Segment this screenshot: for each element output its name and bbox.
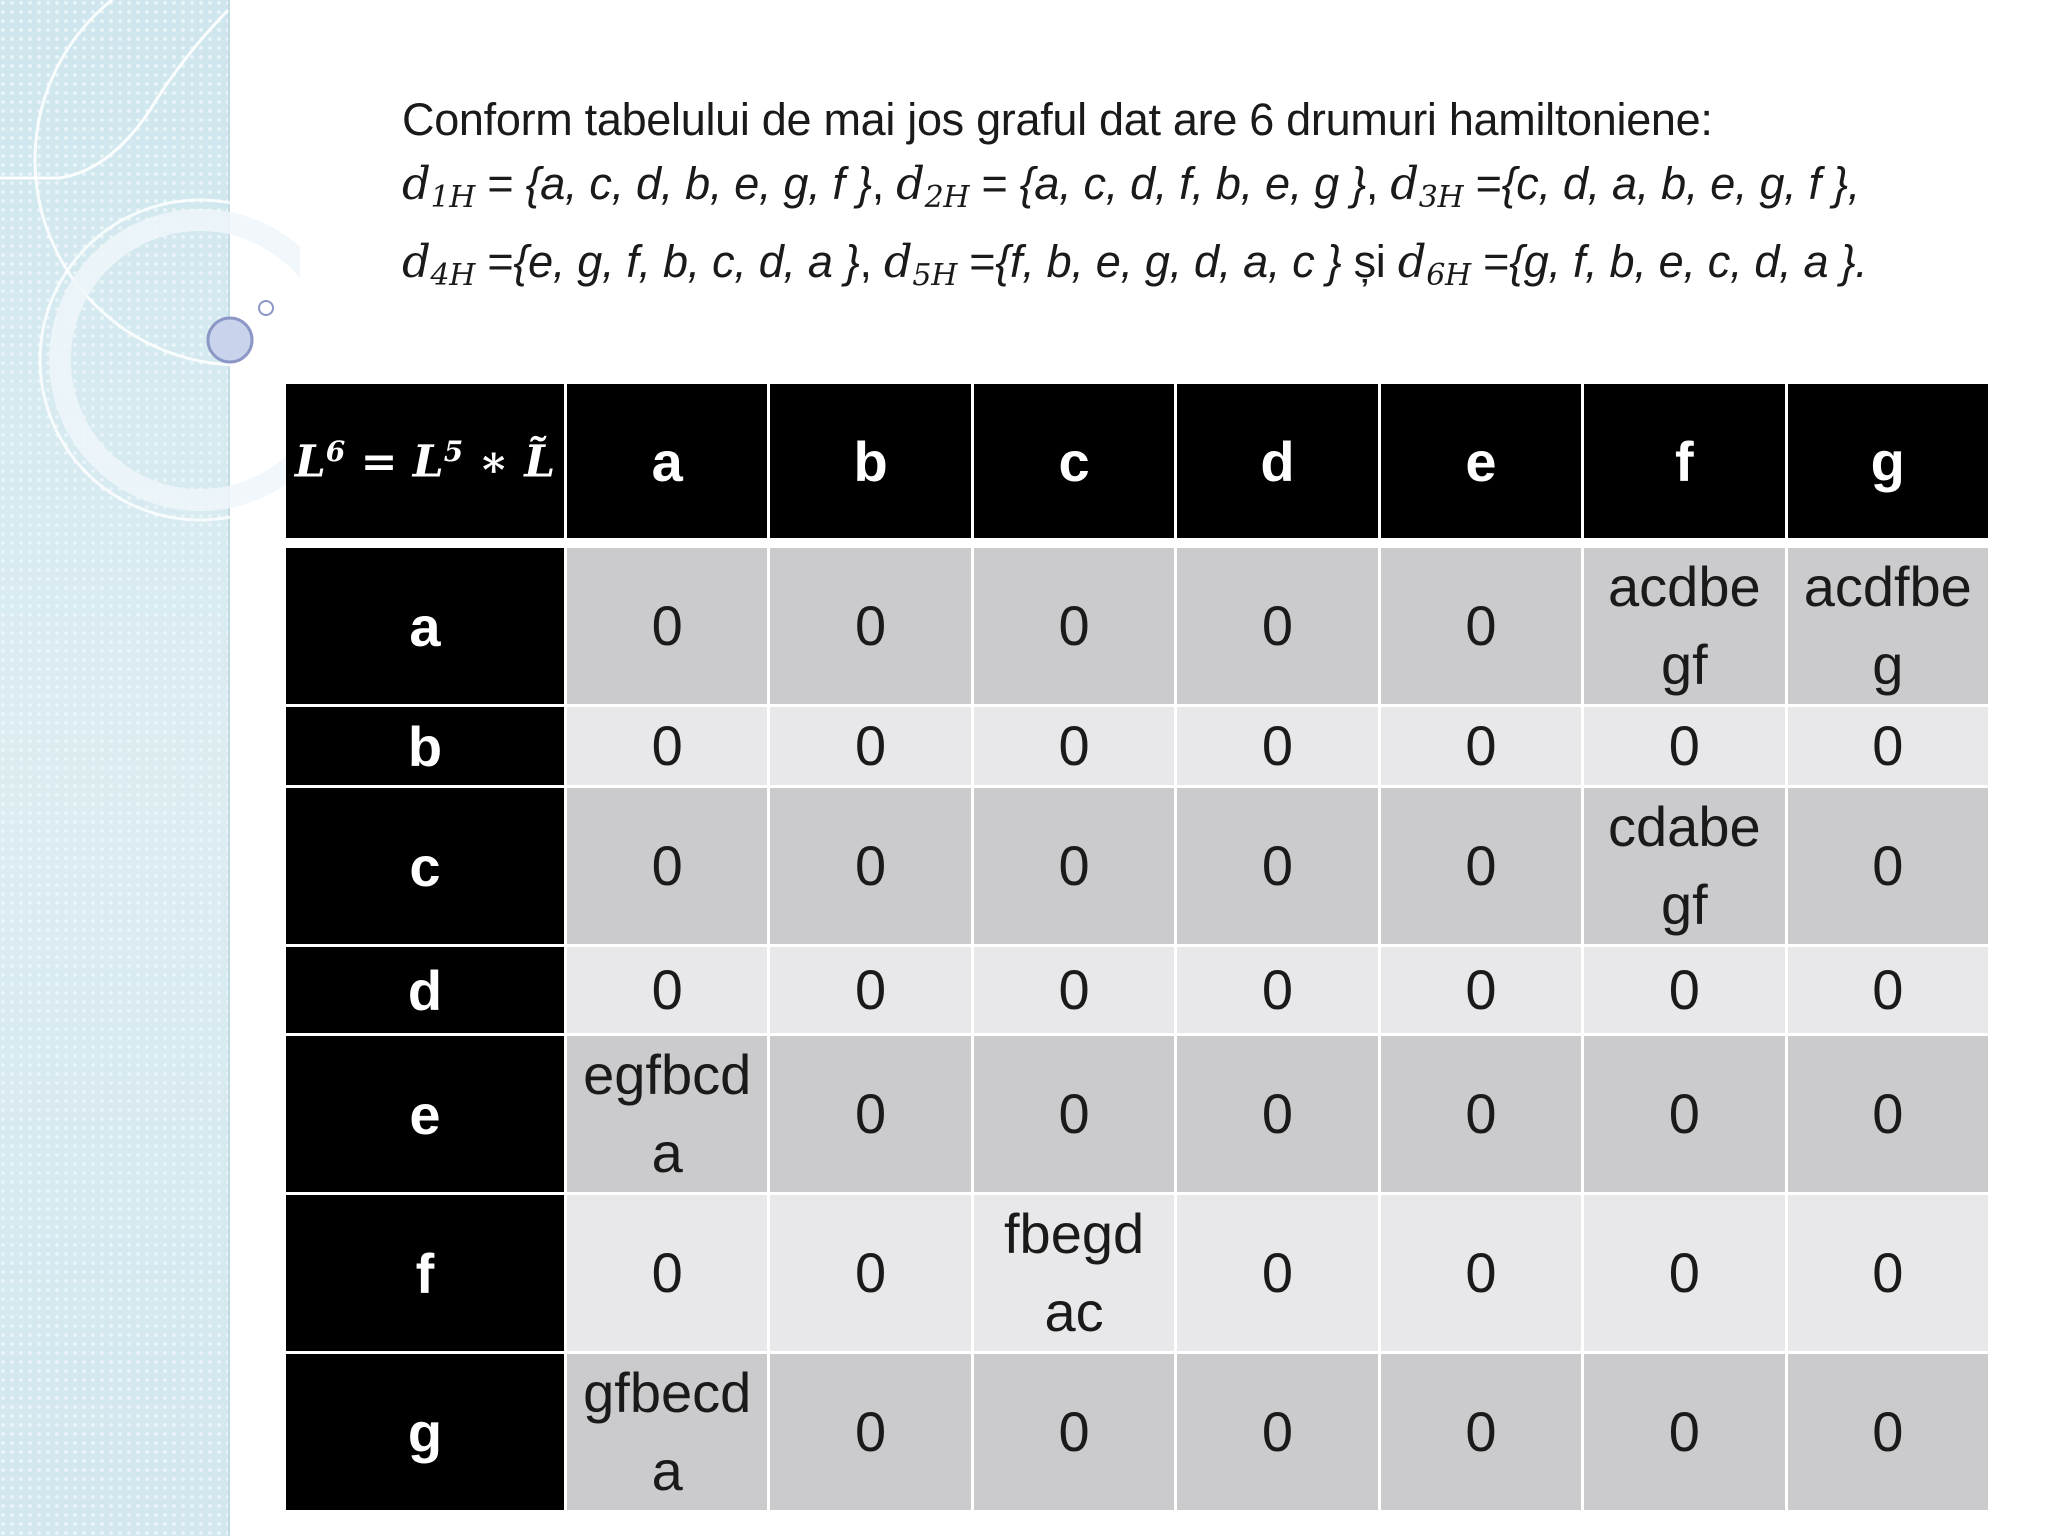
- table-row: [286, 1354, 1988, 1510]
- cell-text-part: fbegd: [1003, 1202, 1145, 1265]
- table-cell: 0: [1584, 1036, 1784, 1192]
- cell-text-part: a: [651, 1121, 683, 1184]
- table-cell: 0: [1177, 947, 1377, 1033]
- path-set: {a, c, d, f, b, e, g }: [1019, 158, 1366, 209]
- table-cell: 0: [1381, 1354, 1581, 1510]
- table-cell: 0: [567, 548, 767, 704]
- table-row: [286, 707, 1988, 785]
- cell-text-part: gfbecd: [583, 1361, 752, 1424]
- path-set: {e, g, f, b, c, d, a }: [513, 236, 860, 287]
- table-cell: 0: [1177, 1354, 1377, 1510]
- row-header-b: b: [286, 707, 564, 785]
- table-row: [286, 1036, 1988, 1192]
- column-header-a: a: [567, 384, 767, 538]
- table-cell: 0: [974, 548, 1174, 704]
- column-header-g: g: [1788, 384, 1988, 538]
- cell-text-part: a: [651, 1439, 683, 1502]
- table-cell: [567, 1354, 767, 1510]
- table-cell: 0: [1381, 1036, 1581, 1192]
- cell-text-part: gf: [1660, 873, 1708, 936]
- path-variable: $d_{1H}$: [402, 157, 476, 215]
- table-cell: [1584, 548, 1784, 704]
- table-cell: 0: [974, 1036, 1174, 1192]
- row-header-g: g: [286, 1354, 564, 1510]
- table-cell: 0: [1788, 707, 1988, 785]
- row-header-e: e: [286, 1036, 564, 1192]
- table-cell: 0: [1788, 1036, 1988, 1192]
- table-row: [286, 788, 1988, 944]
- intro-line-2: $d_{1H} = \{a$, c, d, b, e, g, f }, $d_{2H} = \{a$, c, d, f, b, e, g }, $d_{3H} =\{c$, d, a, b, e, g, f },: [402, 157, 1860, 215]
- table-cell: 0: [567, 1195, 767, 1351]
- path-variable: $d_{2H}$: [896, 157, 970, 215]
- hamiltonian-matrix-table: [283, 381, 1991, 1513]
- intro-line-1: Conform tabelului de mai jos graful dat are 6 drumuri hamiltoniene:: [402, 94, 1713, 145]
- table-cell: [974, 1195, 1174, 1351]
- column-header-c: c: [974, 384, 1174, 538]
- row-header-d: d: [286, 947, 564, 1033]
- table-cell: 0: [1177, 1036, 1377, 1192]
- table-cell: 0: [1381, 788, 1581, 944]
- row-header-c: c: [286, 788, 564, 944]
- path-variable: $d_{4H}$: [402, 235, 476, 293]
- table-cell: [567, 1036, 767, 1192]
- table-cell: 0: [1584, 707, 1784, 785]
- header-row: [286, 384, 1988, 538]
- table-cell: 0: [770, 788, 970, 944]
- cell-text-part: acdbe: [1608, 555, 1761, 618]
- table-cell: 0: [1788, 1195, 1988, 1351]
- decorative-sidebar: [0, 0, 230, 1536]
- cell-text-part: gf: [1660, 633, 1708, 696]
- path-set: {a, c, d, b, e, g, f }: [525, 158, 872, 209]
- table-cell: 0: [567, 947, 767, 1033]
- cell-text-part: cdabe: [1608, 795, 1761, 858]
- table-cell: [1584, 788, 1784, 944]
- table-cell: 0: [1381, 548, 1581, 704]
- column-header-d: d: [1177, 384, 1377, 538]
- table-cell: 0: [1381, 947, 1581, 1033]
- table-row: [286, 548, 1988, 704]
- column-header-e: e: [1381, 384, 1581, 538]
- table-cell: 0: [1177, 1195, 1377, 1351]
- table-row: [286, 1195, 1988, 1351]
- table-cell: 0: [1177, 707, 1377, 785]
- corner-formula: $L^6 = L^5$ ∗ L̃: [286, 384, 564, 538]
- table-cell: 0: [1177, 788, 1377, 944]
- row-header-f: f: [286, 1195, 564, 1351]
- table-cell: 0: [770, 947, 970, 1033]
- table-cell: 0: [974, 1354, 1174, 1510]
- column-header-f: f: [1584, 384, 1784, 538]
- intro-text: [402, 88, 1962, 308]
- table-cell: 0: [770, 1195, 970, 1351]
- table-cell: 0: [974, 707, 1174, 785]
- intro-line-3: $d_{4H} =\{e$, g, f, b, c, d, a }, $d_{5H} =\{f$, b, e, g, d, a, c } și $d_{6H} =\{g$, f, b, e, c, d, a }.: [402, 235, 1868, 293]
- table-cell: 0: [1381, 1195, 1581, 1351]
- table-cell: 0: [974, 947, 1174, 1033]
- path-set: {f, b, e, g, d, a, c }: [995, 236, 1342, 287]
- table-cell: 0: [1584, 1195, 1784, 1351]
- table-cell: 0: [974, 788, 1174, 944]
- matrix-body: [286, 548, 1988, 1510]
- table-cell: 0: [567, 707, 767, 785]
- cell-text-part: egfbcd: [583, 1043, 752, 1106]
- cell-text-part: ac: [1044, 1280, 1104, 1343]
- table-cell: 0: [1788, 1354, 1988, 1510]
- table-cell: 0: [567, 788, 767, 944]
- cell-text-part: acdfbe: [1803, 555, 1972, 618]
- path-set: {g, f, b, e, c, d, a }.: [1509, 236, 1868, 287]
- column-header-b: b: [770, 384, 970, 538]
- table-cell: 0: [1584, 947, 1784, 1033]
- table-cell: 0: [1584, 1354, 1784, 1510]
- path-variable: $d_{5H}$: [883, 235, 958, 293]
- table-cell: 0: [1788, 788, 1988, 944]
- table-cell: 0: [770, 548, 970, 704]
- table-cell: 0: [770, 1354, 970, 1510]
- table-cell: 0: [770, 1036, 970, 1192]
- row-header-a: a: [286, 548, 564, 704]
- table-row: [286, 947, 1988, 1033]
- table-cell: 0: [1788, 947, 1988, 1033]
- path-variable: $d_{6H}$: [1397, 235, 1471, 293]
- path-set: {c, d, a, b, e, g, f },: [1501, 158, 1860, 209]
- table-cell: [1788, 548, 1988, 704]
- table-cell: 0: [770, 707, 970, 785]
- path-variable: $d_{3H}$: [1390, 157, 1464, 215]
- table-cell: 0: [1177, 548, 1377, 704]
- table-cell: 0: [1381, 707, 1581, 785]
- cell-text-part: g: [1872, 633, 1904, 696]
